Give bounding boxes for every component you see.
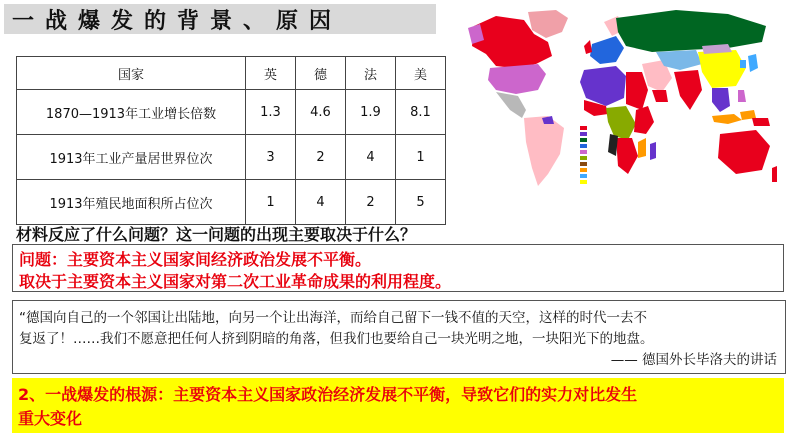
conclusion-line-1: 2、一战爆发的根源：主要资本主义国家政治经济发展不平衡，导致它们的实力对比发生	[18, 385, 638, 404]
colonial-world-map	[466, 6, 778, 192]
legend-swatch	[580, 162, 587, 166]
cell: 4	[346, 135, 396, 180]
conclusion-box	[12, 378, 784, 433]
row-label: 1870—1913年工业增长倍数	[17, 90, 246, 135]
legend-swatch	[580, 168, 587, 172]
legend-swatch	[580, 132, 587, 136]
legend-swatch	[580, 174, 587, 178]
cell: 2	[296, 135, 346, 180]
table-row	[17, 135, 446, 180]
title-bar	[4, 4, 436, 34]
cell: 8.1	[396, 90, 446, 135]
answer-line-1: 问题：主要资本主义国家间经济政治发展不平衡。	[19, 250, 372, 269]
legend-swatch	[580, 138, 587, 142]
legend-swatch	[580, 180, 587, 184]
legend-swatch	[580, 144, 587, 148]
cell: 1.3	[246, 90, 296, 135]
answer-line-2: 取决于主要资本主义国家对第二次工业革命成果的利用程度。	[19, 272, 452, 291]
cell: 4	[296, 180, 346, 225]
cell: 1	[246, 180, 296, 225]
legend-swatch	[580, 126, 587, 130]
row-label: 1913年工业产量居世界位次	[17, 135, 246, 180]
cell: 4.6	[296, 90, 346, 135]
header-germany: 德	[296, 57, 346, 90]
cell: 1	[396, 135, 446, 180]
header-country: 国家	[17, 57, 246, 90]
table-row	[17, 90, 446, 135]
data-table	[16, 56, 446, 225]
page-title: 一战爆发的背景、原因	[12, 8, 343, 34]
row-label: 1913年殖民地面积所占位次	[17, 180, 246, 225]
cell: 2	[346, 180, 396, 225]
header-uk: 英	[246, 57, 296, 90]
cell: 1.9	[346, 90, 396, 135]
quote-source: —— 德国外长毕洛夫的讲话	[610, 352, 777, 368]
table-header-row	[17, 57, 446, 90]
cell: 5	[396, 180, 446, 225]
legend-swatch	[580, 150, 587, 154]
question-text: 材料反应了什么问题？这一问题的出现主要取决于什么？	[16, 225, 417, 244]
quote-box	[12, 300, 786, 374]
table-row	[17, 180, 446, 225]
quote-line-2: 复返了！……我们不愿意把任何人挤到阴暗的角落，但我们也要给自己一块光明之地，一块阳光下的地盘。	[19, 331, 654, 347]
conclusion-line-2: 重大变化	[18, 409, 83, 428]
cell: 3	[246, 135, 296, 180]
quote-line-1: “德国向自己的一个邻国让出陆地，向另一个让出海洋，而给自己留下一钱不值的天空，这样的时代一去不	[19, 310, 647, 326]
header-france: 法	[346, 57, 396, 90]
legend-swatch	[580, 156, 587, 160]
header-usa: 美	[396, 57, 446, 90]
answer-box	[12, 244, 784, 292]
